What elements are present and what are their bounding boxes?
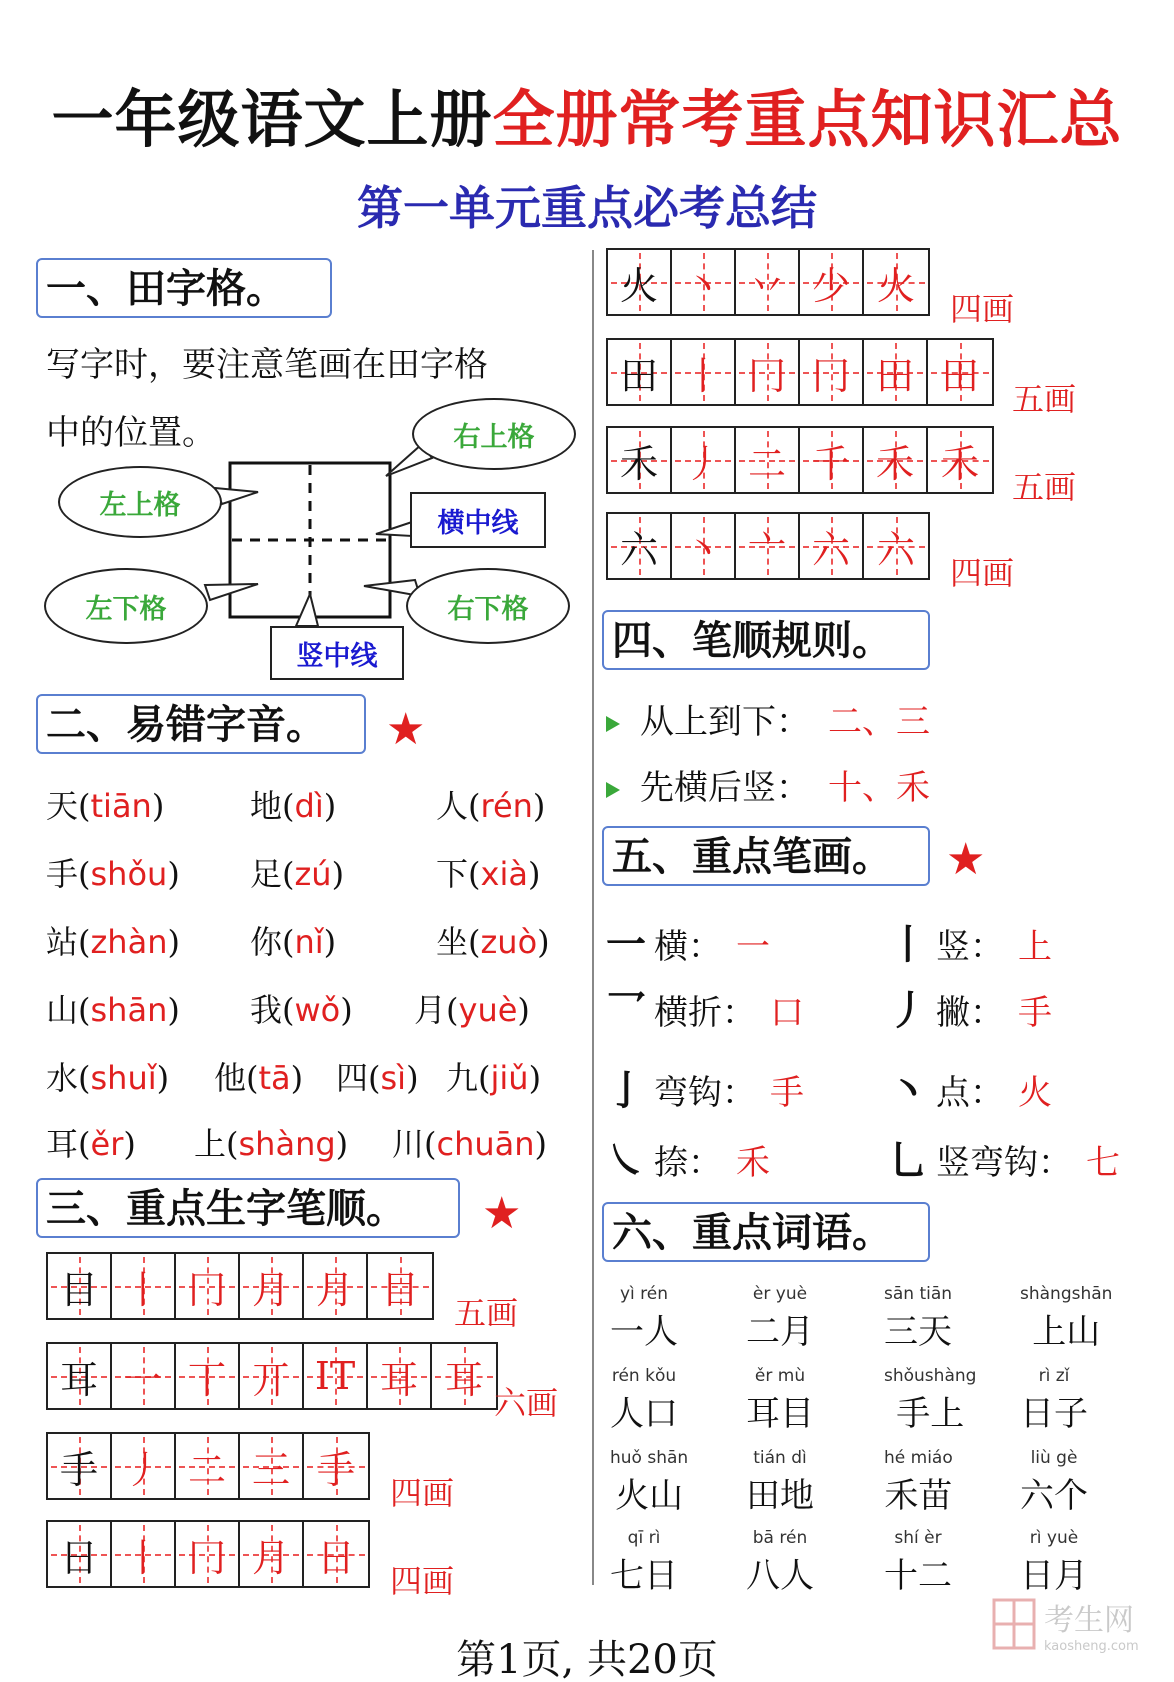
word-text: 日月 xyxy=(1020,1556,1088,1596)
pinyin-char: 站 xyxy=(46,923,79,961)
word-text: 六个 xyxy=(1020,1476,1088,1516)
pinyin-item xyxy=(46,1059,170,1097)
pinyin-reading: (shàng) xyxy=(226,1125,349,1163)
stroke-example: 手 xyxy=(1018,993,1052,1033)
stroke-step: 丨 xyxy=(112,1522,176,1586)
pinyin-char: 四 xyxy=(336,1059,369,1097)
stroke-step: 丿 xyxy=(112,1434,176,1498)
word-text: 耳目 xyxy=(746,1394,814,1434)
pinyin-item xyxy=(250,991,353,1029)
section1-text-line1: 写字时，要注意笔画在田字格 xyxy=(46,345,488,385)
stroke-step: 田 xyxy=(928,340,992,404)
pinyin-reading: (rén) xyxy=(468,787,546,825)
word-text: 手上 xyxy=(896,1394,965,1434)
stroke-name: 横折： xyxy=(654,993,756,1033)
word-item xyxy=(1020,1448,1088,1517)
triangle-icon xyxy=(606,782,620,798)
word-item xyxy=(884,1284,952,1353)
stroke-grid-手 xyxy=(46,1432,370,1500)
stroke-glyph: 一 xyxy=(606,922,646,968)
word-text: 一人 xyxy=(610,1312,678,1352)
word-pinyin: tián dì xyxy=(753,1448,807,1468)
pinyin-item xyxy=(392,1125,548,1163)
section6-heading: 六、重点词语。 xyxy=(602,1202,930,1262)
word-text: 火山 xyxy=(615,1476,684,1516)
word-pinyin: shí èr xyxy=(894,1528,942,1548)
rule-2: 先横后竖： 十、禾 xyxy=(606,760,930,809)
pinyin-char: 山 xyxy=(46,991,79,1029)
section5-heading: 五、重点笔画。 xyxy=(602,826,930,886)
word-pinyin: liù gè xyxy=(1030,1448,1078,1468)
word-pinyin: rén kǒu xyxy=(611,1366,677,1386)
stroke-step: 月 xyxy=(304,1254,368,1318)
stroke-grid-char: 火 xyxy=(608,250,672,314)
pinyin-reading: (xià) xyxy=(468,855,541,893)
word-text: 日子 xyxy=(1020,1394,1088,1434)
pinyin-char: 足 xyxy=(250,855,283,893)
watermark-sub: kaosheng.com xyxy=(1044,1638,1139,1654)
stroke-count: 五画 xyxy=(1012,380,1077,418)
stroke-step: 丶 xyxy=(672,514,736,578)
stroke-step: 丨 xyxy=(112,1254,176,1318)
word-text: 上山 xyxy=(1032,1312,1101,1352)
stroke-count: 五画 xyxy=(454,1294,519,1332)
pinyin-item xyxy=(214,1059,304,1097)
pinyin-item xyxy=(46,923,180,961)
label-bottom-right: 右下格 xyxy=(406,568,570,644)
stroke-step: 六 xyxy=(800,514,864,578)
label-top-left: 左上格 xyxy=(58,466,222,538)
stroke-step: 禾 xyxy=(928,428,992,492)
word-item xyxy=(884,1366,976,1435)
page-footer: 第1页, 共20页 xyxy=(456,1637,718,1682)
pinyin-char: 我 xyxy=(250,991,283,1029)
label-top-right: 右上格 xyxy=(412,398,576,470)
stroke-count: 五画 xyxy=(1012,468,1077,506)
pinyin-reading: (sì) xyxy=(368,1059,419,1097)
stroke-step: 耳 xyxy=(368,1344,432,1408)
stroke-grid-char: 六 xyxy=(608,514,672,578)
word-pinyin: qī rì xyxy=(627,1528,661,1548)
stroke-name: 横： xyxy=(654,927,722,967)
word-item xyxy=(746,1528,814,1597)
pinyin-item xyxy=(336,1059,419,1097)
stroke-step: 目 xyxy=(368,1254,432,1318)
word-item xyxy=(1020,1284,1112,1353)
stroke-name: 弯钩： xyxy=(654,1073,756,1113)
stroke-step: 禾 xyxy=(864,428,928,492)
watermark xyxy=(990,1594,1139,1654)
stroke-step: 丨 xyxy=(672,340,736,404)
word-text: 田地 xyxy=(746,1476,814,1516)
stroke-step: 冂 xyxy=(800,340,864,404)
pinyin-reading: (tiān) xyxy=(78,787,165,825)
pinyin-char: 水 xyxy=(46,1059,79,1097)
word-item xyxy=(746,1448,814,1517)
word-item xyxy=(610,1366,678,1435)
word-item xyxy=(884,1448,953,1517)
section5-star: ★ xyxy=(946,834,986,885)
page-title: 一年级语文上册全册常考重点知识汇总 xyxy=(51,83,1123,156)
pinyin-item xyxy=(436,787,546,825)
stroke-name: 竖弯钩： xyxy=(936,1143,1072,1183)
stroke-name: 捺： xyxy=(654,1143,722,1183)
section4-heading: 四、笔顺规则。 xyxy=(602,610,930,670)
stroke-step: 火 xyxy=(864,250,928,314)
pinyin-item xyxy=(436,923,550,961)
stroke-count: 六画 xyxy=(494,1384,559,1422)
pinyin-reading: (zhàn) xyxy=(78,923,180,961)
word-text: 人口 xyxy=(610,1394,678,1434)
stroke-grid-目 xyxy=(46,1252,434,1320)
pinyin-char: 月 xyxy=(414,991,447,1029)
label-vertical-line: 竖中线 xyxy=(270,626,404,680)
stroke-item xyxy=(606,988,804,1034)
watermark-logo-icon xyxy=(990,1594,1038,1654)
unit-subtitle: 第一单元重点必考总结 xyxy=(357,181,817,235)
stroke-step: 一 xyxy=(112,1344,176,1408)
stroke-item xyxy=(888,922,1052,968)
word-item xyxy=(1020,1528,1088,1597)
stroke-count: 四画 xyxy=(390,1562,455,1600)
pinyin-item xyxy=(250,787,337,825)
stroke-step: 丅 xyxy=(176,1344,240,1408)
rule-1: 从上到下： 二、三 xyxy=(606,694,930,743)
stroke-step: 手 xyxy=(304,1434,368,1498)
pinyin-item xyxy=(194,1125,349,1163)
word-pinyin: huǒ shān xyxy=(610,1448,689,1468)
stroke-grid-char: 目 xyxy=(48,1254,112,1318)
stroke-grid-char: 田 xyxy=(608,340,672,404)
label-horizontal-line: 横中线 xyxy=(410,492,546,548)
stroke-glyph: 亅 xyxy=(606,1068,646,1114)
word-item xyxy=(610,1528,678,1597)
stroke-grid-六 xyxy=(606,512,930,580)
stroke-step: 二 xyxy=(176,1434,240,1498)
stroke-step: 亠 xyxy=(736,514,800,578)
pinyin-char: 川 xyxy=(392,1125,425,1163)
stroke-grid-char: 禾 xyxy=(608,428,672,492)
word-pinyin: sān tiān xyxy=(884,1284,953,1304)
stroke-example: 七 xyxy=(1086,1143,1120,1183)
stroke-item xyxy=(606,1068,804,1114)
stroke-name: 撇： xyxy=(936,993,1004,1033)
pinyin-item xyxy=(250,923,337,961)
pinyin-reading: (yuè) xyxy=(446,991,530,1029)
stroke-step: 田 xyxy=(864,340,928,404)
stroke-step: IT xyxy=(304,1344,368,1408)
word-pinyin: èr yuè xyxy=(752,1284,808,1304)
pinyin-item xyxy=(46,855,180,893)
stroke-step: 六 xyxy=(864,514,928,578)
word-item xyxy=(610,1448,688,1517)
pinyin-char: 天 xyxy=(46,787,79,825)
stroke-count: 四画 xyxy=(950,290,1015,328)
pinyin-char: 九 xyxy=(446,1059,479,1097)
stroke-grid-char: 手 xyxy=(48,1434,112,1498)
stroke-item xyxy=(888,988,1052,1034)
word-item xyxy=(746,1366,814,1435)
word-pinyin: rì yuè xyxy=(1029,1528,1079,1548)
word-pinyin: ěr mù xyxy=(754,1366,806,1386)
stroke-step: 千 xyxy=(800,428,864,492)
pinyin-item xyxy=(436,855,541,893)
pinyin-reading: (jiǔ) xyxy=(478,1059,542,1097)
section1-heading: 一、田字格。 xyxy=(36,258,332,318)
stroke-count: 四画 xyxy=(950,554,1015,592)
pinyin-item xyxy=(446,1059,542,1097)
word-text: 七日 xyxy=(610,1556,678,1596)
pinyin-reading: (wǒ) xyxy=(282,991,353,1029)
word-pinyin: shǒushàng xyxy=(884,1366,977,1386)
stroke-glyph: 丶 xyxy=(888,1068,928,1114)
section1-text-line2: 中的位置。 xyxy=(46,413,216,453)
word-item xyxy=(746,1284,814,1353)
stroke-step: 少 xyxy=(800,250,864,314)
stroke-name: 竖： xyxy=(936,927,1004,967)
pinyin-reading: (chuān) xyxy=(424,1125,548,1163)
stroke-glyph: ㇏ xyxy=(606,1138,646,1184)
label-bottom-left: 左下格 xyxy=(44,568,208,644)
stroke-example: 火 xyxy=(1018,1073,1052,1113)
word-text: 二月 xyxy=(746,1312,814,1352)
stroke-grid-田 xyxy=(606,338,994,406)
pinyin-reading: (zuò) xyxy=(468,923,550,961)
stroke-step: 日 xyxy=(304,1522,368,1586)
pinyin-reading: (tā) xyxy=(246,1059,304,1097)
stroke-step: 冂 xyxy=(176,1522,240,1586)
pinyin-reading: (nǐ) xyxy=(282,923,337,961)
pinyin-item xyxy=(46,1125,136,1163)
stroke-glyph: 乛 xyxy=(606,988,646,1034)
stroke-step: 耳 xyxy=(432,1344,496,1408)
pinyin-char: 上 xyxy=(194,1125,227,1163)
stroke-step: 二 xyxy=(736,428,800,492)
word-text: 十二 xyxy=(884,1556,952,1596)
stroke-example: 上 xyxy=(1018,927,1052,967)
stroke-step: 丌 xyxy=(240,1344,304,1408)
stroke-item xyxy=(606,922,770,968)
stroke-grid-火 xyxy=(606,248,930,316)
pinyin-reading: (zú) xyxy=(282,855,345,893)
stroke-item xyxy=(888,1068,1052,1114)
triangle-icon xyxy=(606,716,620,732)
stroke-example: 禾 xyxy=(736,1143,770,1183)
stroke-example: 手 xyxy=(770,1073,804,1113)
word-pinyin: bā rén xyxy=(752,1528,808,1548)
pinyin-reading: (shǒu) xyxy=(78,855,180,893)
word-text: 八人 xyxy=(746,1556,814,1596)
word-text: 三天 xyxy=(884,1312,953,1352)
stroke-example: 口 xyxy=(770,993,804,1033)
stroke-step: 月 xyxy=(240,1522,304,1586)
stroke-item xyxy=(888,1138,1120,1184)
word-pinyin: shàngshān xyxy=(1020,1284,1113,1304)
pinyin-char: 地 xyxy=(250,787,283,825)
pinyin-item xyxy=(46,991,180,1029)
stroke-step: 冂 xyxy=(736,340,800,404)
stroke-glyph: 丨 xyxy=(888,922,928,968)
stroke-glyph: 丿 xyxy=(888,988,928,1034)
word-text: 禾苗 xyxy=(884,1476,953,1516)
stroke-grid-char: 日 xyxy=(48,1522,112,1586)
stroke-glyph: 乚 xyxy=(888,1138,928,1184)
stroke-grid-禾 xyxy=(606,426,994,494)
pinyin-char: 人 xyxy=(436,787,469,825)
stroke-step: 三 xyxy=(240,1434,304,1498)
section2-star: ★ xyxy=(386,704,426,755)
stroke-name: 点： xyxy=(936,1073,1004,1113)
stroke-step: 丶 xyxy=(672,250,736,314)
pinyin-reading: (shān) xyxy=(78,991,180,1029)
pinyin-item xyxy=(46,787,165,825)
stroke-grid-日 xyxy=(46,1520,370,1588)
stroke-count: 四画 xyxy=(390,1474,455,1512)
section3-heading: 三、重点生字笔顺。 xyxy=(36,1178,460,1238)
stroke-step: 冂 xyxy=(176,1254,240,1318)
pinyin-char: 手 xyxy=(46,855,79,893)
pinyin-char: 耳 xyxy=(46,1125,79,1163)
pinyin-char: 他 xyxy=(214,1059,247,1097)
pinyin-char: 下 xyxy=(436,855,469,893)
word-pinyin: yì rén xyxy=(619,1284,669,1304)
pinyin-reading: (shuǐ) xyxy=(78,1059,170,1097)
stroke-step: 丷 xyxy=(736,250,800,314)
pinyin-item xyxy=(250,855,345,893)
section2-heading: 二、易错字音。 xyxy=(36,694,366,754)
stroke-grid-耳 xyxy=(46,1342,498,1410)
watermark-text: 考生网 xyxy=(1044,1602,1134,1638)
pinyin-reading: (dì) xyxy=(282,787,337,825)
stroke-grid-char: 耳 xyxy=(48,1344,112,1408)
word-item xyxy=(884,1528,952,1597)
stroke-step: 丿 xyxy=(672,428,736,492)
pinyin-char: 你 xyxy=(250,923,283,961)
pinyin-item xyxy=(414,991,530,1029)
word-pinyin: rì zǐ xyxy=(1038,1366,1070,1386)
word-pinyin: hé miáo xyxy=(884,1448,953,1468)
stroke-item xyxy=(606,1138,770,1184)
section3-star: ★ xyxy=(482,1188,522,1239)
word-item xyxy=(610,1284,678,1353)
pinyin-reading: (ěr) xyxy=(78,1125,136,1163)
word-item xyxy=(1020,1366,1088,1435)
stroke-step: 月 xyxy=(240,1254,304,1318)
pinyin-char: 坐 xyxy=(436,923,469,961)
stroke-example: 一 xyxy=(736,927,770,967)
